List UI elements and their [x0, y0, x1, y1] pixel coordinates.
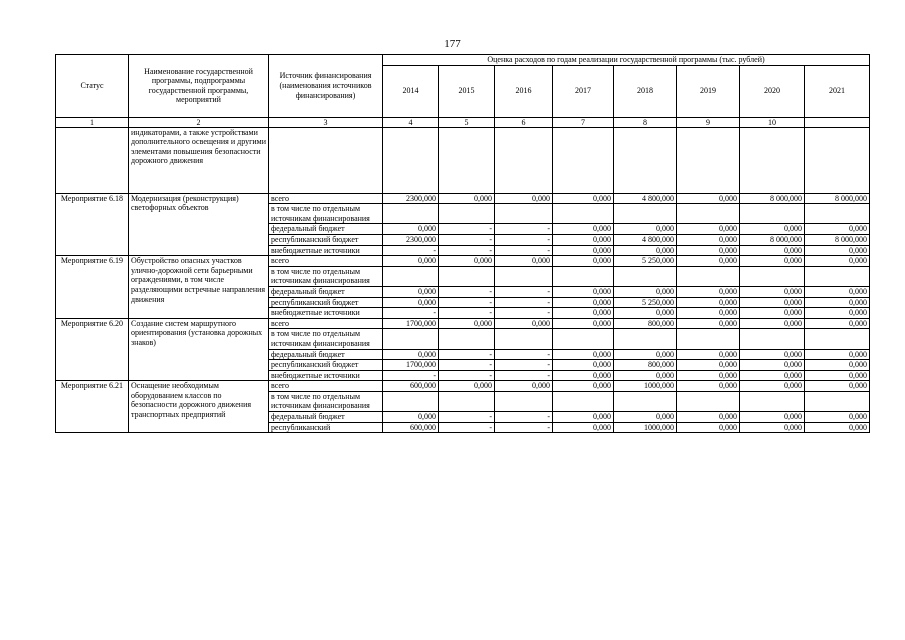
year-header: 2017 — [553, 65, 614, 117]
amount-cell: 800,000 — [614, 360, 677, 371]
amount-cell — [553, 204, 614, 224]
amount-cell — [805, 266, 870, 286]
amount-cell: - — [439, 234, 495, 245]
amount-cell: 0,000 — [553, 256, 614, 267]
funding-source: федеральный бюджет — [269, 412, 383, 423]
amount-cell: - — [439, 224, 495, 235]
funding-source: республиканский — [269, 422, 383, 433]
amount-cell: 0,000 — [383, 224, 439, 235]
amount-cell: 0,000 — [677, 349, 740, 360]
funding-source: федеральный бюджет — [269, 224, 383, 235]
year-header: 2015 — [439, 65, 495, 117]
amount-cell: 0,000 — [439, 318, 495, 329]
amount-cell: - — [495, 224, 553, 235]
column-index: 6 — [495, 117, 553, 127]
amount-cell: 0,000 — [740, 224, 805, 235]
amount-cell — [495, 204, 553, 224]
amount-cell: 0,000 — [553, 245, 614, 256]
amount-cell: - — [439, 412, 495, 423]
column-index: 3 — [269, 117, 383, 127]
amount-cell: 0,000 — [677, 224, 740, 235]
amount-cell: 2300,000 — [383, 234, 439, 245]
amount-cell: - — [495, 308, 553, 319]
table-row — [56, 193, 870, 204]
amount-cell: 0,000 — [805, 412, 870, 423]
amount-cell: 0,000 — [614, 224, 677, 235]
amount-cell: 0,000 — [553, 422, 614, 433]
amount-cell: 0,000 — [553, 318, 614, 329]
header-name: Наименование государственной программы, подпрограммы государственной программы, мероприятий — [129, 55, 269, 118]
amount-cell: 8 000,000 — [740, 234, 805, 245]
funding-source: в том числе по отдельным источникам финансирования — [269, 329, 383, 349]
amount-cell — [439, 266, 495, 286]
header-status: Статус — [56, 55, 129, 118]
amount-cell: - — [495, 360, 553, 371]
amount-cell: 0,000 — [495, 318, 553, 329]
amount-cell: 0,000 — [740, 381, 805, 392]
amount-cell: 0,000 — [553, 381, 614, 392]
table-row — [56, 256, 870, 267]
table-body — [56, 127, 870, 433]
event-name: Создание систем маршрутного ориентирования (установка дорожных знаков) — [129, 318, 269, 381]
amount-cell: 0,000 — [553, 360, 614, 371]
amount-cell: 0,000 — [740, 370, 805, 381]
amount-cell: 0,000 — [614, 412, 677, 423]
amount-cell: - — [383, 245, 439, 256]
amount-cell: 0,000 — [677, 193, 740, 204]
amount-cell: - — [439, 297, 495, 308]
page-number: 177 — [444, 38, 461, 50]
amount-cell: 0,000 — [553, 297, 614, 308]
amount-cell: 0,000 — [439, 256, 495, 267]
amount-cell: 0,000 — [383, 286, 439, 297]
amount-cell: 5 250,000 — [614, 256, 677, 267]
amount-cell — [614, 391, 677, 411]
amount-cell — [383, 329, 439, 349]
amount-cell: 0,000 — [383, 412, 439, 423]
column-index: 7 — [553, 117, 614, 127]
amount-cell — [677, 329, 740, 349]
amount-cell: - — [439, 308, 495, 319]
amount-cell: - — [439, 360, 495, 371]
amount-cell: 0,000 — [677, 381, 740, 392]
column-index: 1 — [56, 117, 129, 127]
amount-cell: 0,000 — [805, 245, 870, 256]
funding-source: в том числе по отдельным источникам финансирования — [269, 391, 383, 411]
amount-cell: 0,000 — [677, 318, 740, 329]
event-status: Мероприятие 6.18 — [56, 193, 129, 256]
amount-cell: 0,000 — [553, 412, 614, 423]
amount-cell: - — [495, 412, 553, 423]
amount-cell — [383, 266, 439, 286]
amount-cell: 0,000 — [677, 370, 740, 381]
funding-source: всего — [269, 381, 383, 392]
amount-cell: 0,000 — [805, 370, 870, 381]
amount-cell: 0,000 — [677, 245, 740, 256]
amount-cell: 0,000 — [553, 286, 614, 297]
amount-cell: 1700,000 — [383, 360, 439, 371]
amount-cell: 2300,000 — [383, 193, 439, 204]
expenses-table — [55, 54, 870, 433]
column-index: 2 — [129, 117, 269, 127]
event-status: Мероприятие 6.19 — [56, 256, 129, 319]
amount-cell: 1000,000 — [614, 381, 677, 392]
amount-cell: - — [495, 370, 553, 381]
amount-cell: - — [495, 286, 553, 297]
amount-cell — [553, 329, 614, 349]
amount-cell: - — [495, 234, 553, 245]
year-header: 2014 — [383, 65, 439, 117]
amount-cell: 0,000 — [439, 193, 495, 204]
amount-cell: 0,000 — [677, 412, 740, 423]
column-index: 5 — [439, 117, 495, 127]
funding-source: в том числе по отдельным источникам финансирования — [269, 266, 383, 286]
amount-cell: 0,000 — [553, 234, 614, 245]
amount-cell — [553, 391, 614, 411]
funding-source: республиканский бюджет — [269, 234, 383, 245]
amount-cell: 0,000 — [740, 308, 805, 319]
amount-cell: 0,000 — [805, 318, 870, 329]
amount-cell: 0,000 — [677, 308, 740, 319]
amount-cell — [740, 204, 805, 224]
year-header: 2016 — [495, 65, 553, 117]
continuation-row — [56, 127, 870, 193]
amount-cell: 0,000 — [740, 286, 805, 297]
amount-cell: 0,000 — [740, 245, 805, 256]
funding-source: всего — [269, 318, 383, 329]
amount-cell — [439, 204, 495, 224]
amount-cell: 1000,000 — [614, 422, 677, 433]
funding-source: в том числе по отдельным источникам финансирования — [269, 204, 383, 224]
amount-cell: 0,000 — [805, 360, 870, 371]
amount-cell: - — [383, 308, 439, 319]
amount-cell: 0,000 — [677, 360, 740, 371]
amount-cell — [805, 204, 870, 224]
amount-cell: 8 000,000 — [740, 193, 805, 204]
amount-cell: - — [439, 245, 495, 256]
amount-cell: 8 000,000 — [805, 193, 870, 204]
table-row — [56, 318, 870, 329]
amount-cell: 0,000 — [614, 286, 677, 297]
amount-cell — [495, 391, 553, 411]
funding-source: внебюджетные источники — [269, 370, 383, 381]
year-header: 2021 — [805, 65, 870, 117]
year-header: 2018 — [614, 65, 677, 117]
column-index-row — [56, 117, 870, 127]
amount-cell: 0,000 — [677, 286, 740, 297]
amount-cell: 0,000 — [805, 381, 870, 392]
amount-cell: 800,000 — [614, 318, 677, 329]
column-index: 4 — [383, 117, 439, 127]
amount-cell: 0,000 — [740, 256, 805, 267]
column-index: 8 — [614, 117, 677, 127]
amount-cell — [439, 391, 495, 411]
amount-cell — [614, 329, 677, 349]
amount-cell — [677, 266, 740, 286]
funding-source: внебюджетные источники — [269, 308, 383, 319]
amount-cell: 600,000 — [383, 422, 439, 433]
event-name: Обустройство опасных участков улично-дорожной сети барьерными ограждениями, в том числе разделяющими встречные направления движения — [129, 256, 269, 319]
amount-cell — [740, 266, 805, 286]
funding-source: федеральный бюджет — [269, 349, 383, 360]
column-index: 10 — [740, 117, 805, 127]
amount-cell: 600,000 — [383, 381, 439, 392]
amount-cell: 0,000 — [553, 193, 614, 204]
amount-cell — [677, 204, 740, 224]
amount-cell: 0,000 — [805, 256, 870, 267]
column-index — [805, 117, 870, 127]
amount-cell: 4 800,000 — [614, 234, 677, 245]
funding-source: республиканский бюджет — [269, 297, 383, 308]
amount-cell: 0,000 — [805, 308, 870, 319]
amount-cell: 0,000 — [740, 349, 805, 360]
amount-cell — [677, 391, 740, 411]
amount-cell: - — [495, 422, 553, 433]
amount-cell: 0,000 — [553, 370, 614, 381]
header-estimate: Оценка расходов по годам реализации государственной программы (тыс. рублей) — [383, 55, 870, 66]
amount-cell — [439, 329, 495, 349]
amount-cell — [495, 266, 553, 286]
amount-cell: 0,000 — [614, 349, 677, 360]
amount-cell — [740, 329, 805, 349]
amount-cell: 0,000 — [495, 193, 553, 204]
amount-cell: 0,000 — [740, 422, 805, 433]
amount-cell: 0,000 — [805, 422, 870, 433]
amount-cell: 0,000 — [805, 349, 870, 360]
amount-cell: 0,000 — [614, 308, 677, 319]
event-status: Мероприятие 6.20 — [56, 318, 129, 381]
amount-cell: 0,000 — [383, 256, 439, 267]
amount-cell: 1700,000 — [383, 318, 439, 329]
amount-cell: 0,000 — [553, 349, 614, 360]
table-row — [56, 381, 870, 392]
funding-source: всего — [269, 256, 383, 267]
amount-cell: 0,000 — [614, 370, 677, 381]
amount-cell — [740, 391, 805, 411]
amount-cell: 0,000 — [805, 224, 870, 235]
funding-source: всего — [269, 193, 383, 204]
amount-cell: 0,000 — [495, 381, 553, 392]
amount-cell: - — [439, 422, 495, 433]
amount-cell: 0,000 — [677, 256, 740, 267]
year-header: 2019 — [677, 65, 740, 117]
amount-cell: - — [495, 297, 553, 308]
event-name: Оснащение необходимым оборудованием классов по безопасности дорожного движения транспортных предприятий — [129, 381, 269, 433]
amount-cell — [805, 391, 870, 411]
amount-cell: 0,000 — [740, 297, 805, 308]
amount-cell — [495, 329, 553, 349]
amount-cell: 0,000 — [677, 297, 740, 308]
amount-cell: 0,000 — [740, 412, 805, 423]
amount-cell: 0,000 — [553, 308, 614, 319]
event-status: Мероприятие 6.21 — [56, 381, 129, 433]
amount-cell: 0,000 — [614, 245, 677, 256]
amount-cell — [614, 204, 677, 224]
amount-cell: - — [439, 370, 495, 381]
funding-source: внебюджетные источники — [269, 245, 383, 256]
amount-cell: 0,000 — [740, 318, 805, 329]
amount-cell: 4 800,000 — [614, 193, 677, 204]
header-row — [56, 55, 870, 66]
continuation-text: индикаторами, а также устройствами дополнительного освещения и другими элементами повышения безопасности дорожного движения — [129, 127, 269, 193]
header-source: Источник финансирования (наименования источников финансирования) — [269, 55, 383, 118]
amount-cell: - — [495, 245, 553, 256]
amount-cell: 0,000 — [805, 286, 870, 297]
amount-cell: 0,000 — [805, 297, 870, 308]
amount-cell: 0,000 — [383, 297, 439, 308]
amount-cell: - — [439, 286, 495, 297]
amount-cell: - — [439, 349, 495, 360]
column-index: 9 — [677, 117, 740, 127]
amount-cell: 0,000 — [495, 256, 553, 267]
funding-source: республиканский бюджет — [269, 360, 383, 371]
amount-cell: 0,000 — [677, 234, 740, 245]
amount-cell — [614, 266, 677, 286]
amount-cell: - — [383, 370, 439, 381]
amount-cell — [383, 204, 439, 224]
amount-cell — [383, 391, 439, 411]
amount-cell: 0,000 — [439, 381, 495, 392]
amount-cell: 5 250,000 — [614, 297, 677, 308]
amount-cell: 0,000 — [740, 360, 805, 371]
amount-cell: 0,000 — [677, 422, 740, 433]
year-header: 2020 — [740, 65, 805, 117]
amount-cell: 0,000 — [383, 349, 439, 360]
amount-cell: - — [495, 349, 553, 360]
amount-cell — [805, 329, 870, 349]
amount-cell: 0,000 — [553, 224, 614, 235]
funding-source: федеральный бюджет — [269, 286, 383, 297]
amount-cell — [553, 266, 614, 286]
amount-cell: 8 000,000 — [805, 234, 870, 245]
event-name: Модернизация (реконструкция) светофорных объектов — [129, 193, 269, 256]
